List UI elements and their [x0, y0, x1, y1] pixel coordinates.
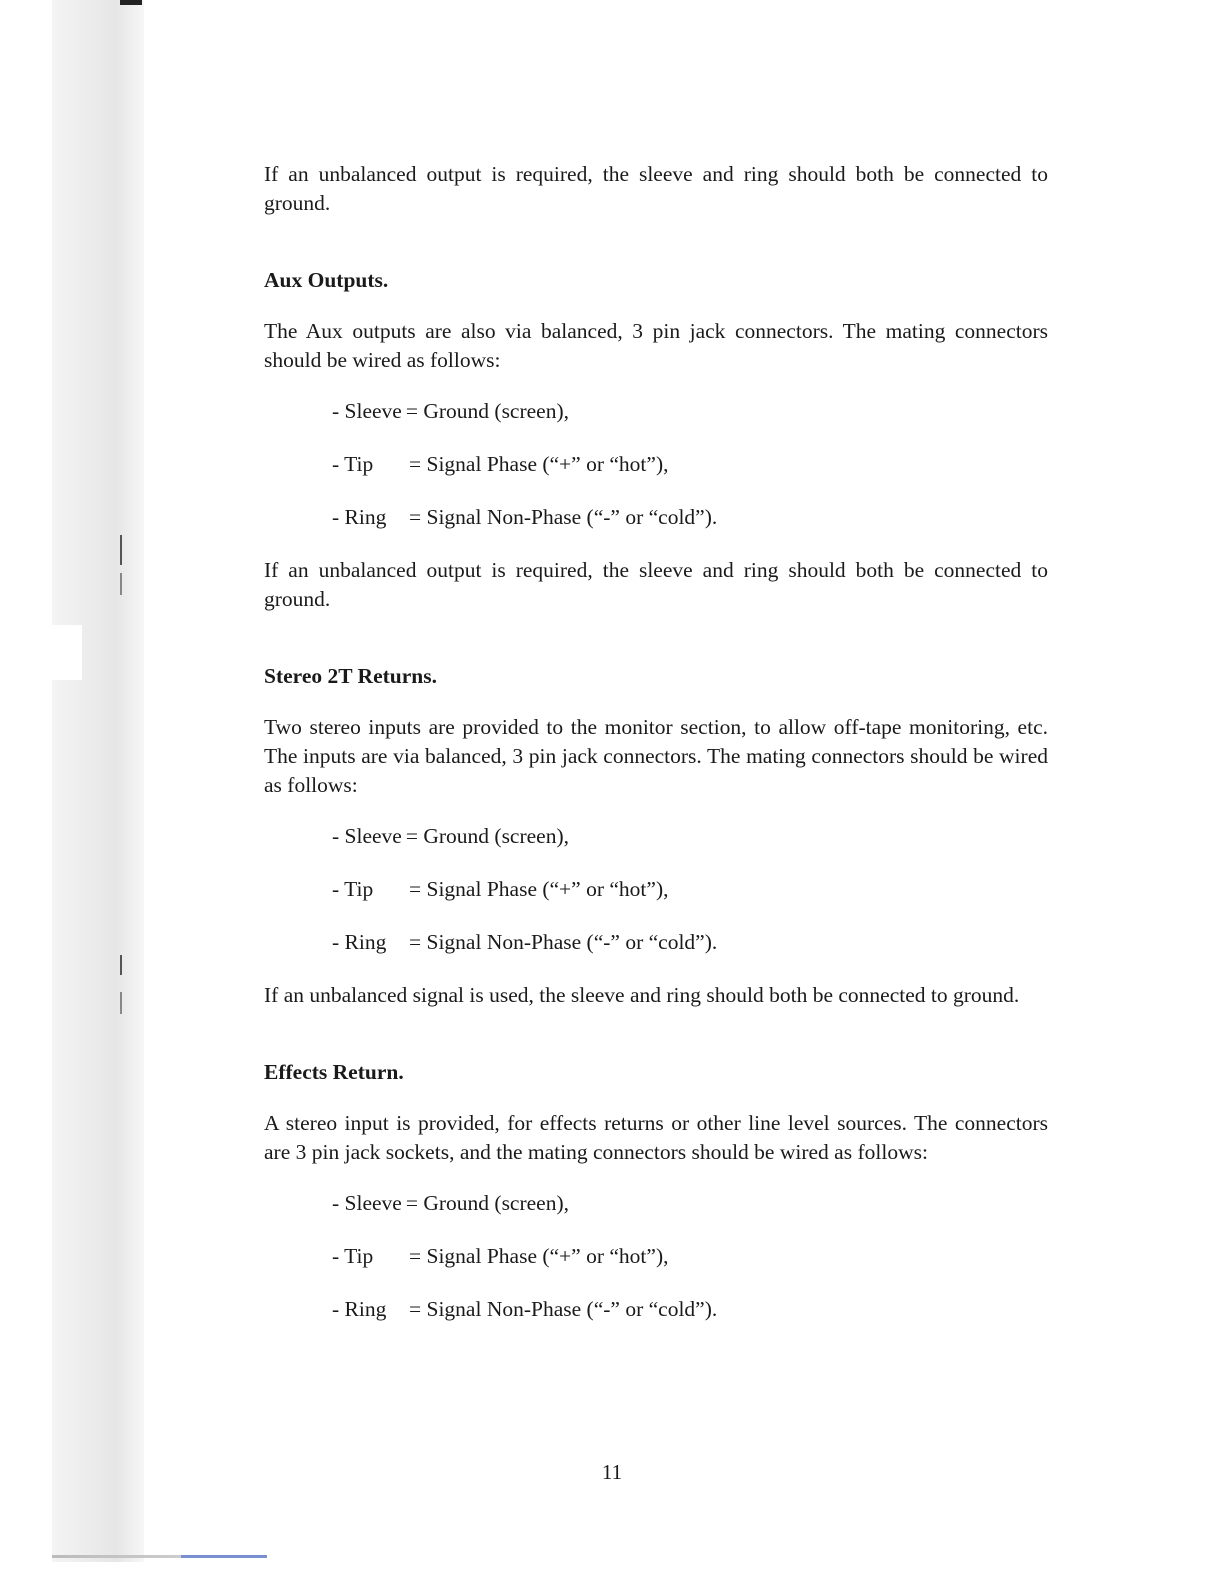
wiring-list: [264, 1189, 1048, 1348]
page-content: [264, 160, 1048, 1348]
wiring-value: = Ground (screen),: [405, 824, 570, 848]
wiring-value: = Signal Non-Phase (“-” or “cold”).: [409, 505, 718, 529]
paragraph-unbalanced-output: If an unbalanced output is required, the sleeve and ring should both be connected to ground.: [264, 162, 1048, 215]
scan-bottom-edge: [52, 1555, 267, 1558]
wiring-value: = Signal Phase (“+” or “hot”),: [409, 877, 669, 901]
section-heading: Aux Outputs.: [264, 268, 389, 292]
wiring-list: [264, 397, 1048, 556]
wiring-item-tip: [332, 450, 1048, 503]
wiring-value: = Signal Phase (“+” or “hot”),: [409, 452, 669, 476]
wiring-term: - Sleeve: [332, 399, 402, 423]
wiring-term: - Tip: [332, 452, 374, 476]
scan-binding-notch: [52, 625, 82, 680]
section-note: If an unbalanced signal is used, the sleeve and ring should both be connected to ground.: [264, 983, 1020, 1007]
scan-tick-mark: [120, 992, 122, 1014]
section-effects-return: [264, 1058, 1048, 1348]
section-stereo-2t-returns: [264, 662, 1048, 1010]
scan-binding-shadow: [52, 0, 144, 1562]
wiring-value: = Signal Non-Phase (“-” or “cold”).: [409, 1297, 718, 1321]
wiring-value: = Signal Phase (“+” or “hot”),: [409, 1244, 669, 1268]
wiring-term: - Ring: [332, 930, 387, 954]
section-heading: Effects Return.: [264, 1060, 404, 1084]
scan-top-mark: [120, 0, 142, 5]
wiring-term: - Tip: [332, 1244, 374, 1268]
wiring-value: = Ground (screen),: [405, 1191, 570, 1215]
section-intro: The Aux outputs are also via balanced, 3 pin jack connectors. The mating connectors should be wired as follows:: [264, 319, 1048, 372]
section-aux-outputs: [264, 266, 1048, 614]
section-intro: A stereo input is provided, for effects returns or other line level sources. The connectors are 3 pin jack sockets, and the mating connectors should be wired as follows:: [264, 1111, 1048, 1164]
page-number: 11: [601, 1460, 623, 1484]
wiring-item-ring: [332, 928, 1048, 981]
wiring-item-ring: [332, 1295, 1048, 1348]
wiring-term: - Ring: [332, 505, 387, 529]
scan-tick-mark: [120, 573, 122, 595]
wiring-item-sleeve: [332, 397, 1048, 450]
wiring-term: - Sleeve: [332, 824, 402, 848]
wiring-value: = Ground (screen),: [405, 399, 570, 423]
wiring-item-tip: [332, 875, 1048, 928]
wiring-term: - Sleeve: [332, 1191, 402, 1215]
section-heading: Stereo 2T Returns.: [264, 664, 437, 688]
section-note: If an unbalanced output is required, the sleeve and ring should both be connected to ground.: [264, 558, 1048, 611]
scan-tick-mark: [120, 535, 122, 565]
wiring-item-tip: [332, 1242, 1048, 1295]
wiring-term: - Ring: [332, 1297, 387, 1321]
wiring-term: - Tip: [332, 877, 374, 901]
wiring-value: = Signal Non-Phase (“-” or “cold”).: [409, 930, 718, 954]
wiring-item-sleeve: [332, 1189, 1048, 1242]
scan-tick-mark: [120, 955, 122, 975]
wiring-list: [264, 822, 1048, 981]
section-intro: Two stereo inputs are provided to the monitor section, to allow off-tape monitoring, etc. The inputs are via balanced, 3 pin jack connectors. The mating connectors should be wired as follows:: [264, 715, 1048, 797]
wiring-item-sleeve: [332, 822, 1048, 875]
wiring-item-ring: [332, 503, 1048, 556]
